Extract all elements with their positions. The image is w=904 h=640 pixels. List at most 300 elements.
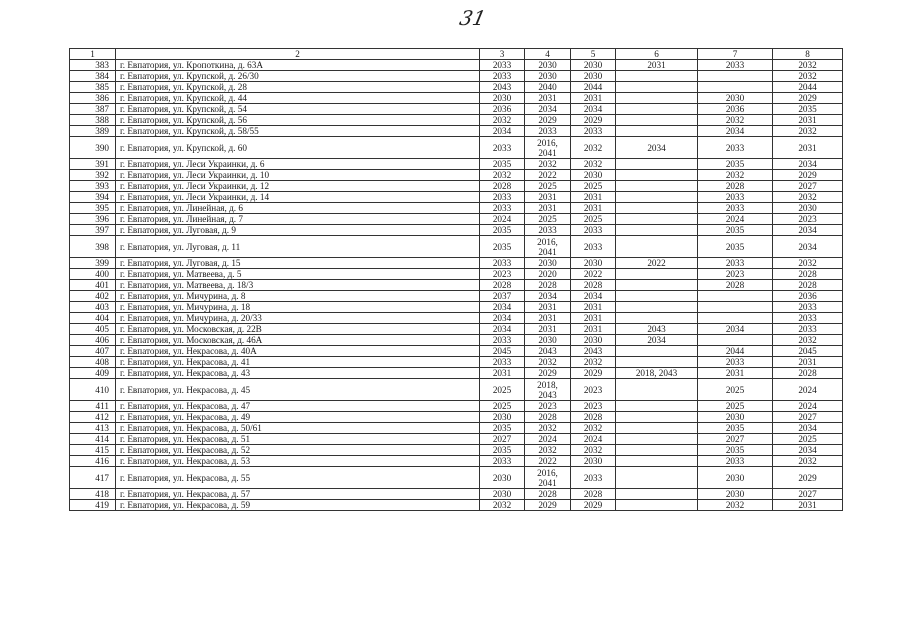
header-cell: 8 (773, 49, 843, 60)
table-cell: 2024 (480, 214, 525, 225)
table-cell: 2032 (525, 423, 571, 434)
table-cell: 2023 (698, 269, 773, 280)
table-cell: г. Евпатория, ул. Матвеева, д. 5 (116, 269, 480, 280)
table-cell (616, 423, 698, 434)
table-cell: 2030 (698, 467, 773, 489)
table-cell: 2029 (525, 115, 571, 126)
table-cell: 2027 (773, 489, 843, 500)
table-cell: 2029 (773, 170, 843, 181)
table-cell: 418 (70, 489, 116, 500)
table-row (70, 434, 843, 445)
table-cell: 2030 (571, 258, 616, 269)
table-cell (616, 214, 698, 225)
header-cell: 6 (616, 49, 698, 60)
table-cell (616, 379, 698, 401)
table-cell: 417 (70, 467, 116, 489)
table-cell: 2016, 2041 (525, 236, 571, 258)
table-cell: г. Евпатория, ул. Линейная, д. 7 (116, 214, 480, 225)
table-cell: 2033 (571, 467, 616, 489)
table-row (70, 324, 843, 335)
table-cell (616, 82, 698, 93)
table-cell (616, 170, 698, 181)
table-row (70, 269, 843, 280)
table-row (70, 203, 843, 214)
table-row (70, 368, 843, 379)
table-cell: 2030 (480, 489, 525, 500)
table-cell: 2032 (773, 60, 843, 71)
table-cell: 2036 (480, 104, 525, 115)
table-cell: 2032 (698, 170, 773, 181)
table-row (70, 335, 843, 346)
table-cell: 2032 (525, 159, 571, 170)
table-cell: 2032 (480, 115, 525, 126)
table-cell: 2025 (480, 401, 525, 412)
table-cell: 2028 (480, 280, 525, 291)
table-cell: 2028 (698, 181, 773, 192)
table-cell: г. Евпатория, ул. Мичурина, д. 8 (116, 291, 480, 302)
table-cell: 2033 (698, 203, 773, 214)
table-cell (698, 82, 773, 93)
table-cell: 2032 (773, 126, 843, 137)
table-cell: г. Евпатория, ул. Некрасова, д. 49 (116, 412, 480, 423)
table-cell: 2024 (698, 214, 773, 225)
table-cell: 2028 (773, 269, 843, 280)
table-cell: 2040 (525, 82, 571, 93)
table-cell (698, 335, 773, 346)
table-cell: 391 (70, 159, 116, 170)
table-cell: г. Евпатория, ул. Некрасова, д. 51 (116, 434, 480, 445)
table-cell: 400 (70, 269, 116, 280)
table-cell: 406 (70, 335, 116, 346)
table-cell: 2020 (525, 269, 571, 280)
table-cell: 403 (70, 302, 116, 313)
table-cell: г. Евпатория, ул. Луговая, д. 9 (116, 225, 480, 236)
table-cell: 2033 (773, 302, 843, 313)
table-cell: 2032 (773, 335, 843, 346)
table-cell: 2034 (698, 126, 773, 137)
table-cell: 2029 (525, 500, 571, 511)
table-cell: г. Евпатория, ул. Некрасова, д. 50/61 (116, 423, 480, 434)
table-cell: 2028 (525, 412, 571, 423)
schedule-table (69, 48, 843, 511)
table-cell (698, 291, 773, 302)
table-cell: 2028 (480, 181, 525, 192)
table-cell: 2024 (525, 434, 571, 445)
table-cell: 2023 (773, 214, 843, 225)
table-cell: г. Евпатория, ул. Мичурина, д. 20/33 (116, 313, 480, 324)
table-cell: г. Евпатория, ул. Матвеева, д. 18/3 (116, 280, 480, 291)
table-row (70, 60, 843, 71)
table-cell: г. Евпатория, ул. Крупской, д. 58/55 (116, 126, 480, 137)
table-cell: 2025 (571, 214, 616, 225)
table-cell (616, 434, 698, 445)
table-row (70, 500, 843, 511)
table-cell: 2032 (525, 445, 571, 456)
table-cell: 2035 (480, 225, 525, 236)
table-row (70, 379, 843, 401)
table-row (70, 126, 843, 137)
table-cell: 2018, 2043 (525, 379, 571, 401)
table-cell (616, 302, 698, 313)
table-cell: 2031 (571, 313, 616, 324)
header-cell: 5 (571, 49, 616, 60)
table-cell: 2035 (480, 159, 525, 170)
table-cell: 416 (70, 456, 116, 467)
table-cell: 2025 (480, 379, 525, 401)
table-cell: 2025 (525, 214, 571, 225)
table-cell: 2034 (616, 137, 698, 159)
table-row (70, 412, 843, 423)
table-cell: 2030 (698, 93, 773, 104)
table-cell: 2023 (480, 269, 525, 280)
table-cell: 2033 (480, 456, 525, 467)
table-cell: 2033 (698, 192, 773, 203)
table-cell: г. Евпатория, ул. Некрасова, д. 43 (116, 368, 480, 379)
table-cell: 2033 (480, 60, 525, 71)
table-cell: 2043 (571, 346, 616, 357)
table-row (70, 467, 843, 489)
table-cell: г. Евпатория, ул. Леси Украинки, д. 12 (116, 181, 480, 192)
table-cell: 2033 (480, 203, 525, 214)
table-cell: г. Евпатория, ул. Московская, д. 22В (116, 324, 480, 335)
table-cell: 2045 (480, 346, 525, 357)
table-cell (616, 489, 698, 500)
table-cell: 413 (70, 423, 116, 434)
table-cell (616, 225, 698, 236)
table-cell: 2031 (525, 324, 571, 335)
table-cell: 2043 (616, 324, 698, 335)
table-row (70, 71, 843, 82)
table-row (70, 489, 843, 500)
table-cell: 384 (70, 71, 116, 82)
table-row (70, 258, 843, 269)
table-cell: 2023 (525, 401, 571, 412)
table-cell: г. Евпатория, ул. Леси Украинки, д. 6 (116, 159, 480, 170)
table-row (70, 225, 843, 236)
table-cell (616, 280, 698, 291)
table-cell: 2030 (525, 71, 571, 82)
header-cell: 3 (480, 49, 525, 60)
table-cell: 2030 (525, 335, 571, 346)
table-cell: 2025 (525, 181, 571, 192)
table-cell: 2033 (480, 192, 525, 203)
table-cell: 2028 (571, 280, 616, 291)
table-cell: 2033 (773, 313, 843, 324)
table-cell: г. Евпатория, ул. Кропоткина, д. 63А (116, 60, 480, 71)
table-cell: 2023 (571, 401, 616, 412)
table-cell: 2018, 2043 (616, 368, 698, 379)
table-cell: г. Евпатория, ул. Луговая, д. 15 (116, 258, 480, 269)
table-cell (616, 159, 698, 170)
table-cell: 2031 (525, 313, 571, 324)
table-cell: г. Евпатория, ул. Московская, д. 46А (116, 335, 480, 346)
table-cell (616, 126, 698, 137)
table-cell: 2025 (698, 379, 773, 401)
table-cell: 397 (70, 225, 116, 236)
table-cell: 2031 (773, 500, 843, 511)
table-cell: 2032 (571, 423, 616, 434)
table-cell: 394 (70, 192, 116, 203)
table-cell: 2033 (698, 137, 773, 159)
table-row (70, 214, 843, 225)
table-cell: 405 (70, 324, 116, 335)
table-cell: 2030 (773, 203, 843, 214)
table-cell: 2045 (773, 346, 843, 357)
table-cell: г. Евпатория, ул. Крупской, д. 28 (116, 82, 480, 93)
table-cell: 2031 (616, 60, 698, 71)
table-cell: 2030 (480, 93, 525, 104)
table-cell: 2034 (525, 104, 571, 115)
table-cell: 2032 (773, 258, 843, 269)
table-row (70, 357, 843, 368)
table-cell: 414 (70, 434, 116, 445)
table-cell: 2030 (571, 335, 616, 346)
table-cell (616, 269, 698, 280)
table-cell: 2036 (698, 104, 773, 115)
table-cell: 2032 (773, 456, 843, 467)
table-cell: 2030 (571, 456, 616, 467)
table-cell: 412 (70, 412, 116, 423)
table-row (70, 302, 843, 313)
table-cell: 396 (70, 214, 116, 225)
table-row (70, 313, 843, 324)
table-cell: 2031 (571, 324, 616, 335)
table-cell: 2033 (698, 357, 773, 368)
table-cell: 395 (70, 203, 116, 214)
table-cell: г. Евпатория, ул. Крупской, д. 26/30 (116, 71, 480, 82)
table-row (70, 445, 843, 456)
table-cell: 2034 (773, 236, 843, 258)
table-cell: 2031 (773, 115, 843, 126)
table-cell: 2029 (773, 93, 843, 104)
table-cell: 2034 (773, 159, 843, 170)
table-cell: 392 (70, 170, 116, 181)
table-cell: 2036 (773, 291, 843, 302)
table-cell: г. Евпатория, ул. Мичурина, д. 18 (116, 302, 480, 313)
table-cell: 2033 (480, 71, 525, 82)
page-number: 31 (457, 6, 489, 30)
table-cell (698, 313, 773, 324)
table-cell: г. Евпатория, ул. Леси Украинки, д. 10 (116, 170, 480, 181)
table-cell: 2033 (571, 236, 616, 258)
table-cell (616, 401, 698, 412)
table-cell: 415 (70, 445, 116, 456)
table-cell: 2029 (571, 115, 616, 126)
table-cell: 2030 (480, 467, 525, 489)
table-cell (616, 203, 698, 214)
table-cell (616, 181, 698, 192)
table-cell: 2031 (525, 192, 571, 203)
table-cell: 2031 (773, 357, 843, 368)
table-cell: г. Евпатория, ул. Некрасова, д. 59 (116, 500, 480, 511)
table-cell: 2034 (525, 291, 571, 302)
table-cell: 2025 (773, 434, 843, 445)
table-cell: 2034 (480, 324, 525, 335)
table-cell: 2016, 2041 (525, 467, 571, 489)
table-cell (616, 104, 698, 115)
table-cell: 385 (70, 82, 116, 93)
table-cell (616, 467, 698, 489)
table-row (70, 82, 843, 93)
table-row (70, 280, 843, 291)
table-cell: г. Евпатория, ул. Крупской, д. 44 (116, 93, 480, 104)
header-cell: 2 (116, 49, 480, 60)
table-row (70, 170, 843, 181)
table-row (70, 137, 843, 159)
table-cell: г. Евпатория, ул. Крупской, д. 56 (116, 115, 480, 126)
table-cell: 2031 (525, 203, 571, 214)
table-cell: 2031 (571, 93, 616, 104)
table-cell: 387 (70, 104, 116, 115)
table-cell: 2032 (571, 445, 616, 456)
table-cell: 390 (70, 137, 116, 159)
table-cell: 2022 (525, 170, 571, 181)
header-row (70, 49, 843, 60)
table-cell: 2030 (571, 71, 616, 82)
table-cell: 2032 (698, 500, 773, 511)
table-cell: 2027 (773, 181, 843, 192)
table-row (70, 236, 843, 258)
table-cell: 388 (70, 115, 116, 126)
table-cell: г. Евпатория, ул. Некрасова, д. 47 (116, 401, 480, 412)
table-cell: г. Евпатория, ул. Некрасова, д. 45 (116, 379, 480, 401)
table-cell (616, 346, 698, 357)
table-cell: 2029 (571, 500, 616, 511)
table-cell: 2043 (480, 82, 525, 93)
table-cell: 2030 (480, 412, 525, 423)
table-cell: 410 (70, 379, 116, 401)
table-cell (616, 313, 698, 324)
table-row (70, 291, 843, 302)
table-cell: 2031 (773, 137, 843, 159)
table-cell: 2031 (525, 93, 571, 104)
table-cell: 2035 (698, 159, 773, 170)
table-cell: 386 (70, 93, 116, 104)
table-cell: 2034 (480, 126, 525, 137)
table-cell: 2030 (525, 258, 571, 269)
table-cell: 2029 (773, 467, 843, 489)
table-cell: 393 (70, 181, 116, 192)
table-cell: 2035 (773, 104, 843, 115)
table-cell: 2033 (698, 60, 773, 71)
table-cell: 2031 (698, 368, 773, 379)
header-cell: 1 (70, 49, 116, 60)
table-cell: 2034 (480, 302, 525, 313)
table-cell: 398 (70, 236, 116, 258)
table-cell: 2033 (698, 258, 773, 269)
table-cell (616, 456, 698, 467)
table-cell: 2028 (571, 412, 616, 423)
table-cell: 2034 (616, 335, 698, 346)
table-cell: 2024 (571, 434, 616, 445)
table-cell: 2035 (698, 423, 773, 434)
table-cell: 2032 (698, 115, 773, 126)
table-cell: 2030 (698, 489, 773, 500)
table-cell: 2035 (480, 445, 525, 456)
table-cell (616, 236, 698, 258)
table-cell: 2031 (571, 302, 616, 313)
table-cell: 408 (70, 357, 116, 368)
table-cell: 409 (70, 368, 116, 379)
table-cell: 2028 (698, 280, 773, 291)
table-cell: 2031 (571, 203, 616, 214)
table-cell: 2028 (773, 280, 843, 291)
table-cell: 2022 (616, 258, 698, 269)
table-cell: 2030 (525, 60, 571, 71)
table-cell: 2033 (480, 357, 525, 368)
table-cell: 2034 (480, 313, 525, 324)
table-cell: 2016, 2041 (525, 137, 571, 159)
table-cell: 2032 (571, 357, 616, 368)
table-cell: 419 (70, 500, 116, 511)
table-cell: 2023 (571, 379, 616, 401)
table-cell: 2033 (571, 126, 616, 137)
table-cell: 2032 (773, 71, 843, 82)
header-cell: 7 (698, 49, 773, 60)
table-cell: 2031 (480, 368, 525, 379)
table-cell: 2033 (480, 258, 525, 269)
table-cell: 2024 (773, 401, 843, 412)
table-cell: 383 (70, 60, 116, 71)
table-cell (616, 71, 698, 82)
table-cell: 2034 (773, 225, 843, 236)
table-cell: 2034 (773, 423, 843, 434)
table-cell: 2043 (525, 346, 571, 357)
table-cell: 2035 (480, 423, 525, 434)
table-cell: 399 (70, 258, 116, 269)
table-row (70, 456, 843, 467)
table-cell (616, 115, 698, 126)
table-cell: 2032 (571, 137, 616, 159)
table-cell: 2031 (525, 302, 571, 313)
table-cell: 2031 (571, 192, 616, 203)
table-cell: 404 (70, 313, 116, 324)
table-row (70, 115, 843, 126)
table-cell: 2025 (698, 401, 773, 412)
table-cell: 2028 (525, 489, 571, 500)
table-cell: 407 (70, 346, 116, 357)
table-cell: г. Евпатория, ул. Некрасова, д. 40А (116, 346, 480, 357)
table-cell: 2035 (698, 225, 773, 236)
table-cell: 2030 (571, 60, 616, 71)
table-cell: 2030 (571, 170, 616, 181)
table-cell: 2044 (698, 346, 773, 357)
table-cell (616, 357, 698, 368)
table-cell (698, 302, 773, 313)
table-cell: 2033 (525, 126, 571, 137)
table-cell: 2028 (571, 489, 616, 500)
table-cell: 2028 (773, 368, 843, 379)
table-cell: 2027 (773, 412, 843, 423)
table-row (70, 181, 843, 192)
table-cell: 2027 (480, 434, 525, 445)
table-cell: 2034 (773, 445, 843, 456)
table-cell: 2030 (698, 412, 773, 423)
table-cell (616, 445, 698, 456)
table-cell: 2035 (698, 445, 773, 456)
table-cell: 2034 (571, 104, 616, 115)
table-cell: г. Евпатория, ул. Некрасова, д. 41 (116, 357, 480, 368)
table-cell: г. Евпатория, ул. Крупской, д. 54 (116, 104, 480, 115)
table-cell: г. Евпатория, ул. Луговая, д. 11 (116, 236, 480, 258)
table-cell: 2032 (525, 357, 571, 368)
table-cell: г. Евпатория, ул. Линейная, д. 6 (116, 203, 480, 214)
table-cell: 2033 (773, 324, 843, 335)
table-cell: г. Евпатория, ул. Некрасова, д. 53 (116, 456, 480, 467)
table-cell (698, 71, 773, 82)
table-cell: 2025 (571, 181, 616, 192)
table-row (70, 401, 843, 412)
